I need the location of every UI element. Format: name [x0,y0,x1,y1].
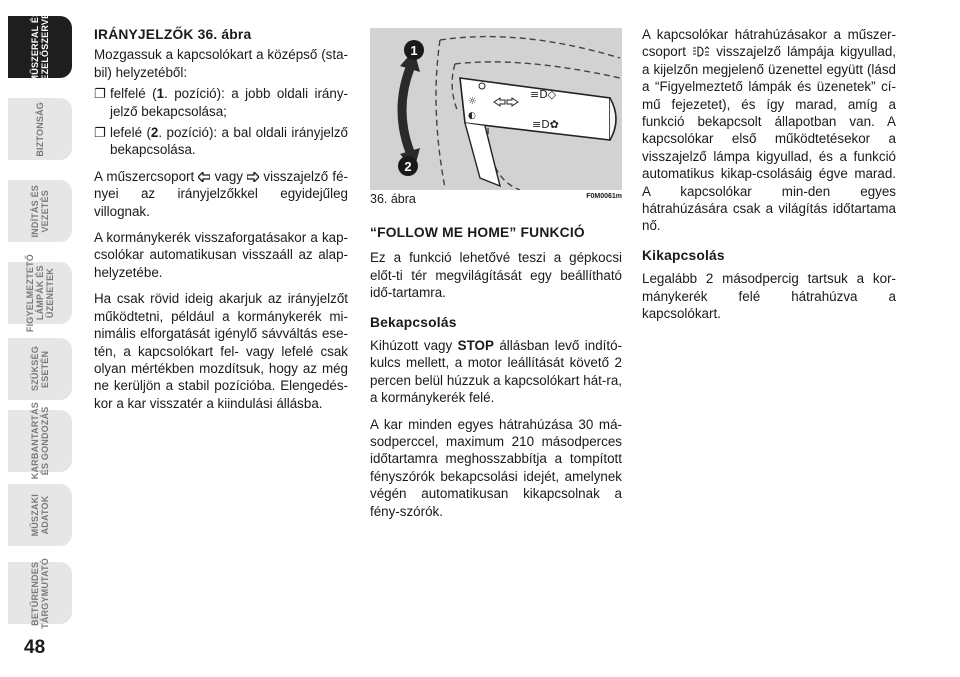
svg-text:≡D◇: ≡D◇ [530,88,557,101]
paragraph: A kar minden egyes hátrahúzása 30 má-sodperccel, maximum 210 másodperces időtartamra meghosszabbítja a tompított fényszórók bekapcsolási idejét, amelynek végén automatikusan kikapcsolnak a fény-szórók. [370,416,622,519]
tab-label: KARBANTARTÁS ÉS GONDOZÁS [30,402,50,480]
tab-label: MŰSZERFAL ÉS KEZELŐSZERVEK [30,6,50,88]
paragraph: A kapcsolókar hátrahúzásakor a műszer-csoport visszajelző lámpája kigyullad, a kijelzőn megjelenő üzenettel együtt (lásd a “Figyelmeztető lámpák és üzenetek” cí-mű fejezetet), és így marad, amíg a funkció bekapcsolt állapotban van. A kapcsolókar első működtetésekor a visszajelző lámpa kigyullad, és a funkció automatikus kikap-csolásáig égve marad. A kapcsolókar min-den egyes hátrahúzására csak a világítás időtartama nő. [642,27,897,234]
tab-inditas[interactable] [8,180,72,242]
caption-text: 36. ábra [370,192,416,206]
tab-karbantartas[interactable] [8,402,72,480]
subheading: Bekapcsolás [370,314,457,330]
tab-targymutato[interactable] [8,557,72,629]
tab-label: BETŰRENDES TÁRGYMUTATÓ [30,557,50,629]
svg-text:◐: ◐ [468,111,476,121]
checkbox-bullet-icon: ❐ [94,86,106,102]
tab-muszaki[interactable] [8,484,72,546]
position-label-1: 1 [410,43,418,58]
paragraph: A kormánykerék visszaforgatásakor a kap-csolókar automatikusan visszaáll az alap-helyzetébe. [94,230,348,280]
tab-label: BIZTONSÁG [35,101,45,157]
stop-keyword: STOP [457,338,494,354]
figure-caption [370,192,622,206]
tab-label: SZÜKSÉG ESETÉN [30,346,50,392]
position-label-2: 2 [404,159,412,174]
figure-lever-illustration [370,28,622,190]
paragraph: Legalább 2 másodpercig tartsuk a kor-mánykerék felé hátrahúzva a kapcsolókart. [642,271,896,322]
checkbox-bullet-icon: ❐ [94,125,106,141]
svg-text:≡D✿: ≡D✿ [532,118,559,131]
paragraph: Ha csak rövid ideig akarjuk az irányjelzőt működtetni, például a kormánykerék mi-nimális elforgatását igénylő sávváltás ese-tén, a kapcsolókart fel- vagy lefelé csak olyan mértékben mozdítsuk, hogy az még ne kerüljön a stabil pozícióba. Elengedés-kor a kar visszatér a kiindulási állásba. [94,291,348,411]
figure-code: F0M0061m [586,193,622,200]
list-item: ❐ lefelé (2. pozíció): a bal oldali irányjelző bekapcsolása. [94,125,348,158]
tab-figyelmezteto[interactable] [8,253,72,333]
paragraph: A műszercsoport vagy visszajelző fé-nyei az irányjelzőkkel egyidejűleg villognak. [94,168,348,219]
tab-muszerfal[interactable] [8,6,72,88]
paragraph: Kihúzott vagy STOP állásban levő indító-kulcs mellett, a motor leállítását követő 2 percen belül húzzuk a kapcsolókart hát-ra, a kormánykerék felé. [370,338,622,406]
column-follow-me-home [370,224,622,529]
tab-szukseg[interactable] [8,338,72,400]
paragraph: Mozgassuk a kapcsolókart a középső (sta-bil) helyzetéből: [94,47,348,80]
svg-text:☼: ☼ [468,96,477,107]
follow-me-home-icon [692,46,710,57]
turn-signal-right-icon [247,172,259,182]
tab-label: MŰSZAKI ADATOK [30,493,50,537]
tab-biztonsag[interactable] [8,98,72,160]
page-number: 48 [24,637,46,658]
column-turn-signals [94,26,348,421]
paragraph: Ez a funkció lehetővé teszi a gépkocsi előt-ti tér megvilágítását egy beállítható idő-tartamra. [370,250,622,301]
section-heading: “FOLLOW ME HOME” FUNKCIÓ [370,225,585,240]
column-follow-me-home-cont [642,26,896,332]
section-heading: IRÁNYJELZŐK 36. ábra [94,27,252,42]
subheading: Kikapcsolás [642,247,725,263]
list-item: ❐ felfelé (1. pozíció): a jobb oldali irány-jelző bekapcsolása; [94,86,348,119]
chapter-tab-strip [0,0,80,640]
turn-signal-left-icon [198,172,210,182]
lever-diagram [370,28,622,190]
tab-label: FIGYELMEZTETŐ LÁMPÁK ÉS ÜZENETEK [25,253,55,333]
tab-label: INDÍTÁS ÉS VEZETÉS [30,184,50,238]
